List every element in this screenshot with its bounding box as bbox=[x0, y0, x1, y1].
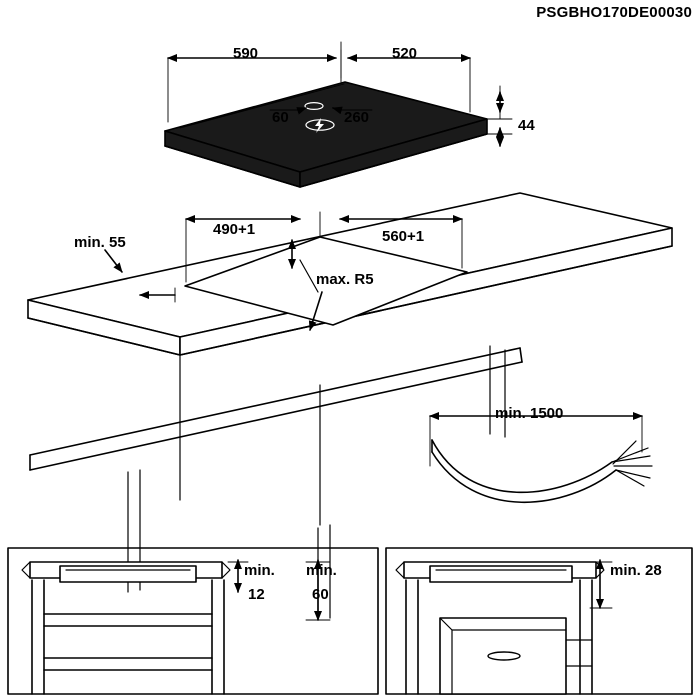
dim-label-44: 44 bbox=[518, 117, 535, 134]
dim-label-590: 590 bbox=[233, 45, 259, 62]
dim-560-value: 560 bbox=[382, 228, 408, 245]
dim-min-55 bbox=[105, 250, 122, 272]
dim-label-60b: 60 bbox=[312, 586, 329, 603]
hob-body bbox=[165, 82, 487, 187]
dim-label-560 bbox=[382, 229, 424, 245]
dim-label-520: 520 bbox=[392, 45, 418, 62]
dim-label-12: 12 bbox=[248, 586, 265, 603]
dim-label-min-55: min. 55 bbox=[74, 234, 126, 251]
dim-label-min-28: min. 28 bbox=[610, 562, 662, 579]
dim-label-max-r5: max. R5 bbox=[316, 271, 374, 288]
document-code: PSGBHO170DE00030 bbox=[536, 4, 692, 21]
dim-label-min-1500: min. 1500 bbox=[495, 405, 564, 422]
dim-label-min-12-word: min. bbox=[244, 562, 275, 579]
dim-44 bbox=[487, 86, 512, 146]
dim-490-tolerance: +1 bbox=[238, 221, 256, 238]
dim-560-tolerance: +1 bbox=[407, 228, 425, 245]
cable-view bbox=[430, 416, 652, 502]
dim-label-260: 260 bbox=[344, 109, 370, 126]
dim-label-60: 60 bbox=[272, 109, 289, 126]
dim-label-min-60-word: min. bbox=[306, 562, 337, 579]
dim-label-490 bbox=[213, 222, 255, 238]
dim-490-value: 490 bbox=[213, 221, 239, 238]
